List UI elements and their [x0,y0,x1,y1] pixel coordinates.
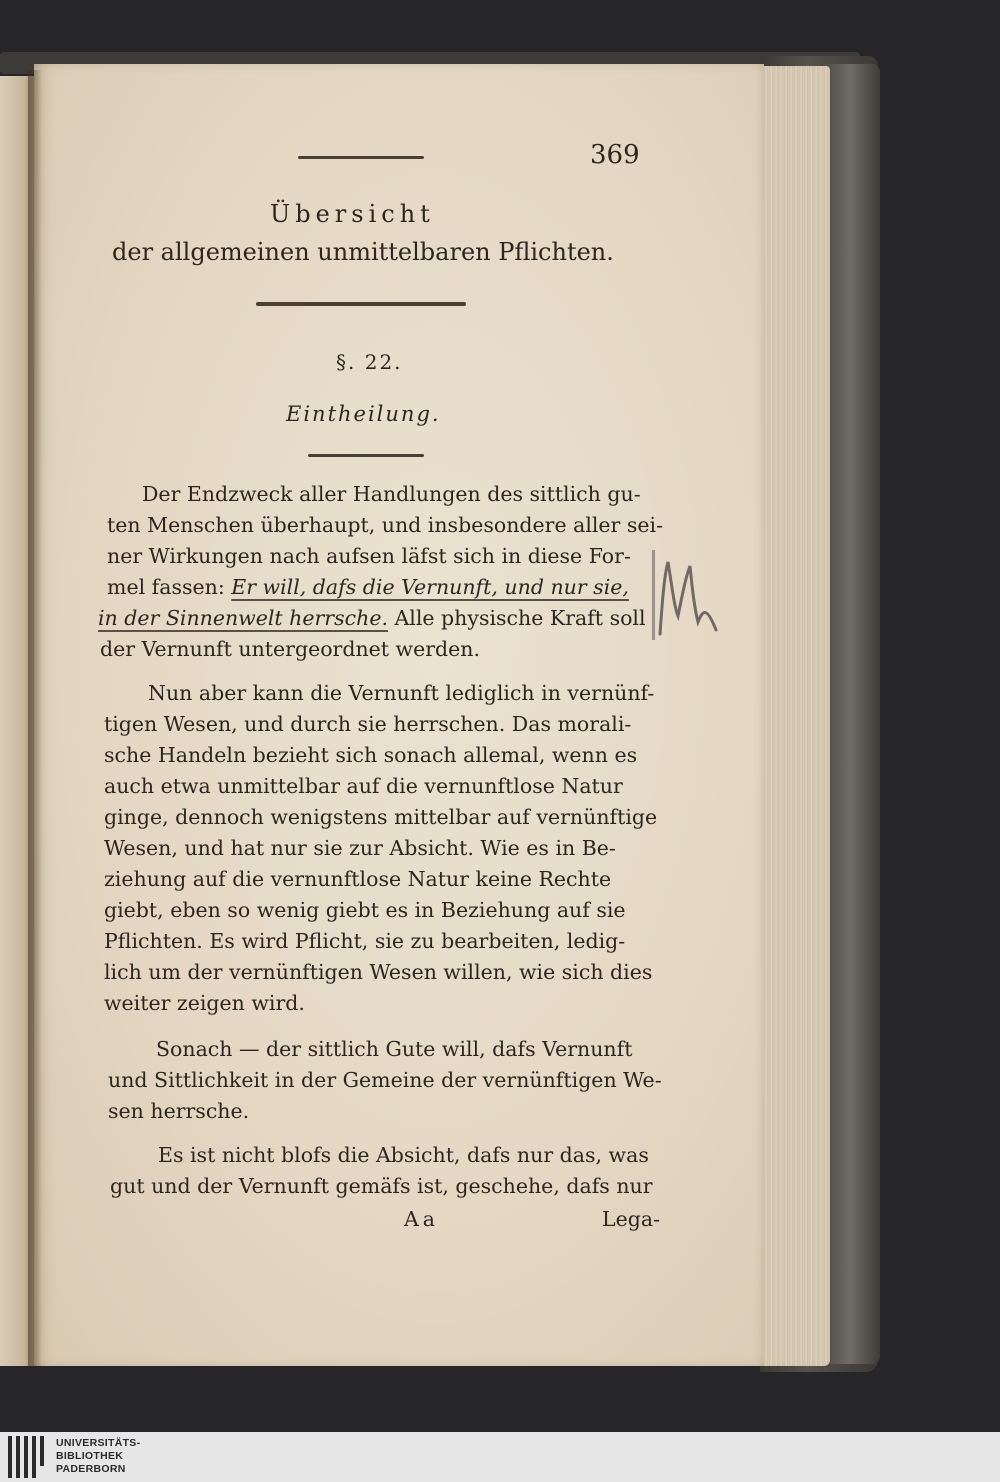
text-italic-underlined: Er will, dafs die Vernunft, und nur sie, [231,575,629,599]
text-line: sche Handeln bezieht sich sonach allemal, wenn es [104,743,638,767]
text-line: Wesen, und hat nur sie zur Absicht. Wie es in Be- [104,836,616,860]
logo-line: BIBLIOTHEK [56,1450,124,1462]
text-line: Nun aber kann die Vernunft lediglich in vernünf- [148,681,655,705]
logo-line: UNIVERSITÄTS- [56,1437,141,1449]
text-line: ginge, dennoch wenigstens mittelbar auf vernünftige [104,805,658,829]
text-line: tigen Wesen, und durch sie herrschen. Das morali- [104,712,632,736]
text-line: Es ist nicht blofs die Absicht, dafs nur das, was [158,1143,649,1167]
top-rule [298,156,424,159]
catchword: Lega- [602,1207,661,1231]
library-logo-text [56,1437,140,1476]
library-footer [0,1432,1000,1482]
text-line: ten Menschen überhaupt, und insbesondere aller sei- [107,513,664,537]
text-line: Pflichten. Es wird Pflicht, sie zu bearbeiten, ledig- [104,929,626,953]
text-line: gut und der Vernunft gemäfs ist, geschehe, dafs nur [110,1174,653,1198]
text-italic-underlined: in der Sinnenwelt herrsche. [98,606,388,630]
heading-subtitle: der allgemeinen unmittelbaren Pflichten. [112,238,614,266]
signature-mark: Aa [404,1207,440,1231]
text-line: weiter zeigen wird. [104,991,305,1015]
page-gutter-shadow [28,70,42,1366]
page-number: 369 [590,140,640,170]
text-plain: Alle physische Kraft soll [387,606,646,630]
text-line: Sonach — der sittlich Gute will, dafs Vernunft [156,1037,633,1061]
text-line: der Vernunft untergeordnet werden. [100,637,481,661]
text-line: lich um der vernünftigen Wesen willen, wie sich dies [104,960,653,984]
text-line: ner Wirkungen nach aufsen läfst sich in diese For- [107,544,631,568]
text-line: giebt, eben so wenig giebt es in Beziehung auf sie [104,898,626,922]
section-rule [308,454,424,457]
logo-line: PADERBORN [56,1463,126,1475]
text-line: sen herrsche. [108,1099,250,1123]
pencil-annotation-icon [656,556,720,640]
library-logo-icon [8,1436,48,1478]
text-line: auch etwa unmittelbar auf die vernunftlose Natur [104,774,623,798]
text-line: und Sittlichkeit in der Gemeine der vernünftigen We- [108,1068,662,1092]
text-plain: mel fassen: [107,575,232,599]
heading-rule [256,302,466,306]
section-heading: Eintheilung. [286,402,441,426]
text-line-emphasis [107,572,629,602]
text-line-emphasis [98,603,646,633]
text-line: Der Endzweck aller Handlungen des sittlich gu- [142,482,641,506]
text-line: ziehung auf die vernunftlose Natur keine Rechte [104,867,612,891]
section-number: §. 22. [336,350,403,374]
page-edges [758,66,830,1366]
heading-title: Übersicht [270,200,435,228]
pencil-margin-line [652,550,655,640]
